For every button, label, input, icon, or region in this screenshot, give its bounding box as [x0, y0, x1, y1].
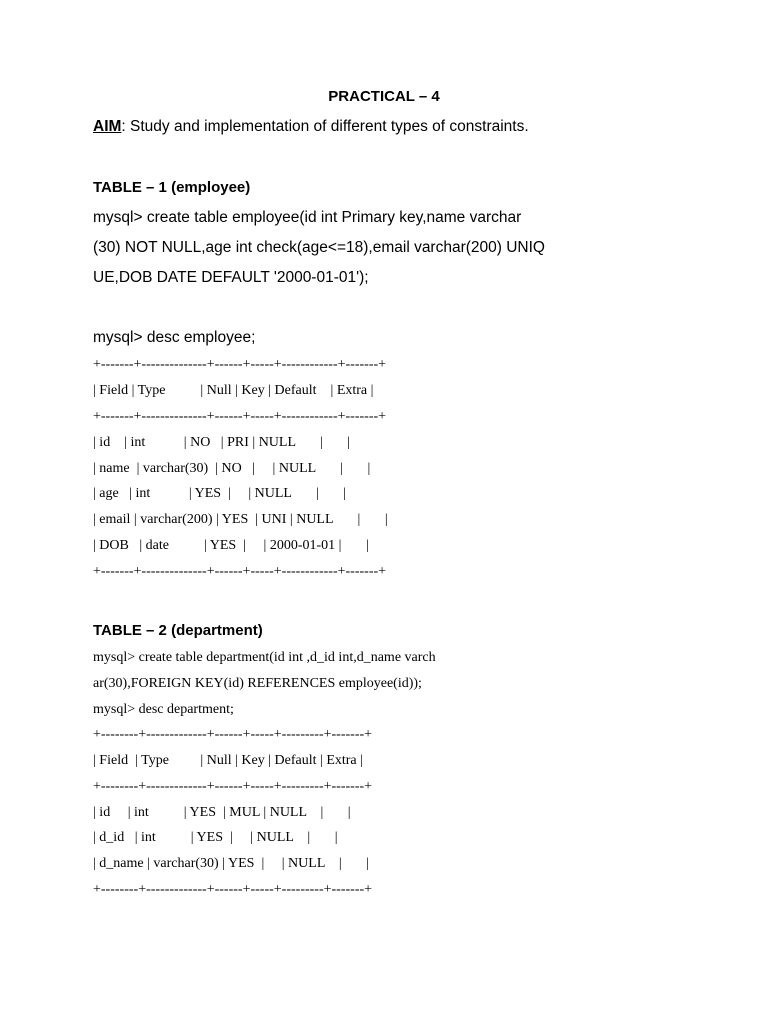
aim-text: : Study and implementation of different types of constraints.	[121, 118, 529, 135]
table1-desc-line: | DOB | date | YES | | 2000-01-01 | |	[93, 538, 369, 553]
table1-desc-command: mysql> desc employee;	[93, 329, 256, 346]
aim-line	[93, 118, 529, 136]
table1-create-line: mysql> create table employee(id int Primary key,name varchar	[93, 209, 522, 226]
page-title: PRACTICAL – 4	[328, 88, 440, 105]
table1-desc-line: +-------+--------------+------+-----+------------+-------+	[93, 357, 387, 372]
aim-label: AIM	[93, 118, 122, 135]
table2-line: ar(30),FOREIGN KEY(id) REFERENCES employee(id));	[93, 676, 422, 691]
table2-heading: TABLE – 2 (department)	[93, 622, 263, 639]
table2-line: | d_id | int | YES | | NULL | |	[93, 830, 338, 845]
table2-line: +--------+-------------+------+-----+---------+-------+	[93, 727, 373, 742]
table1-create-line: UE,DOB DATE DEFAULT '2000-01-01');	[93, 269, 369, 286]
table1-desc-line: | age | int | YES | | NULL | |	[93, 486, 347, 501]
table2-line: | id | int | YES | MUL | NULL | |	[93, 805, 351, 820]
table2-line: mysql> create table department(id int ,d_id int,d_name varch	[93, 650, 436, 665]
table2-line: +--------+-------------+------+-----+---------+-------+	[93, 779, 373, 794]
table2-line: mysql> desc department;	[93, 702, 234, 717]
table1-desc-line: | id | int | NO | PRI | NULL | |	[93, 435, 351, 450]
table1-desc-line: +-------+--------------+------+-----+------------+-------+	[93, 564, 387, 579]
table1-heading: TABLE – 1 (employee)	[93, 179, 251, 196]
table2-line: +--------+-------------+------+-----+---------+-------+	[93, 882, 373, 897]
table1-desc-line: +-------+--------------+------+-----+------------+-------+	[93, 409, 387, 424]
table1-desc-line: | name | varchar(30) | NO | | NULL | |	[93, 461, 371, 476]
table1-create-line: (30) NOT NULL,age int check(age<=18),email varchar(200) UNIQ	[93, 239, 545, 256]
table1-desc-line: | Field | Type | Null | Key | Default | Extra |	[93, 383, 374, 398]
table2-line: | d_name | varchar(30) | YES | | NULL | |	[93, 856, 369, 871]
table2-line: | Field | Type | Null | Key | Default | Extra |	[93, 753, 363, 768]
table1-desc-line: | email | varchar(200) | YES | UNI | NULL | |	[93, 512, 388, 527]
